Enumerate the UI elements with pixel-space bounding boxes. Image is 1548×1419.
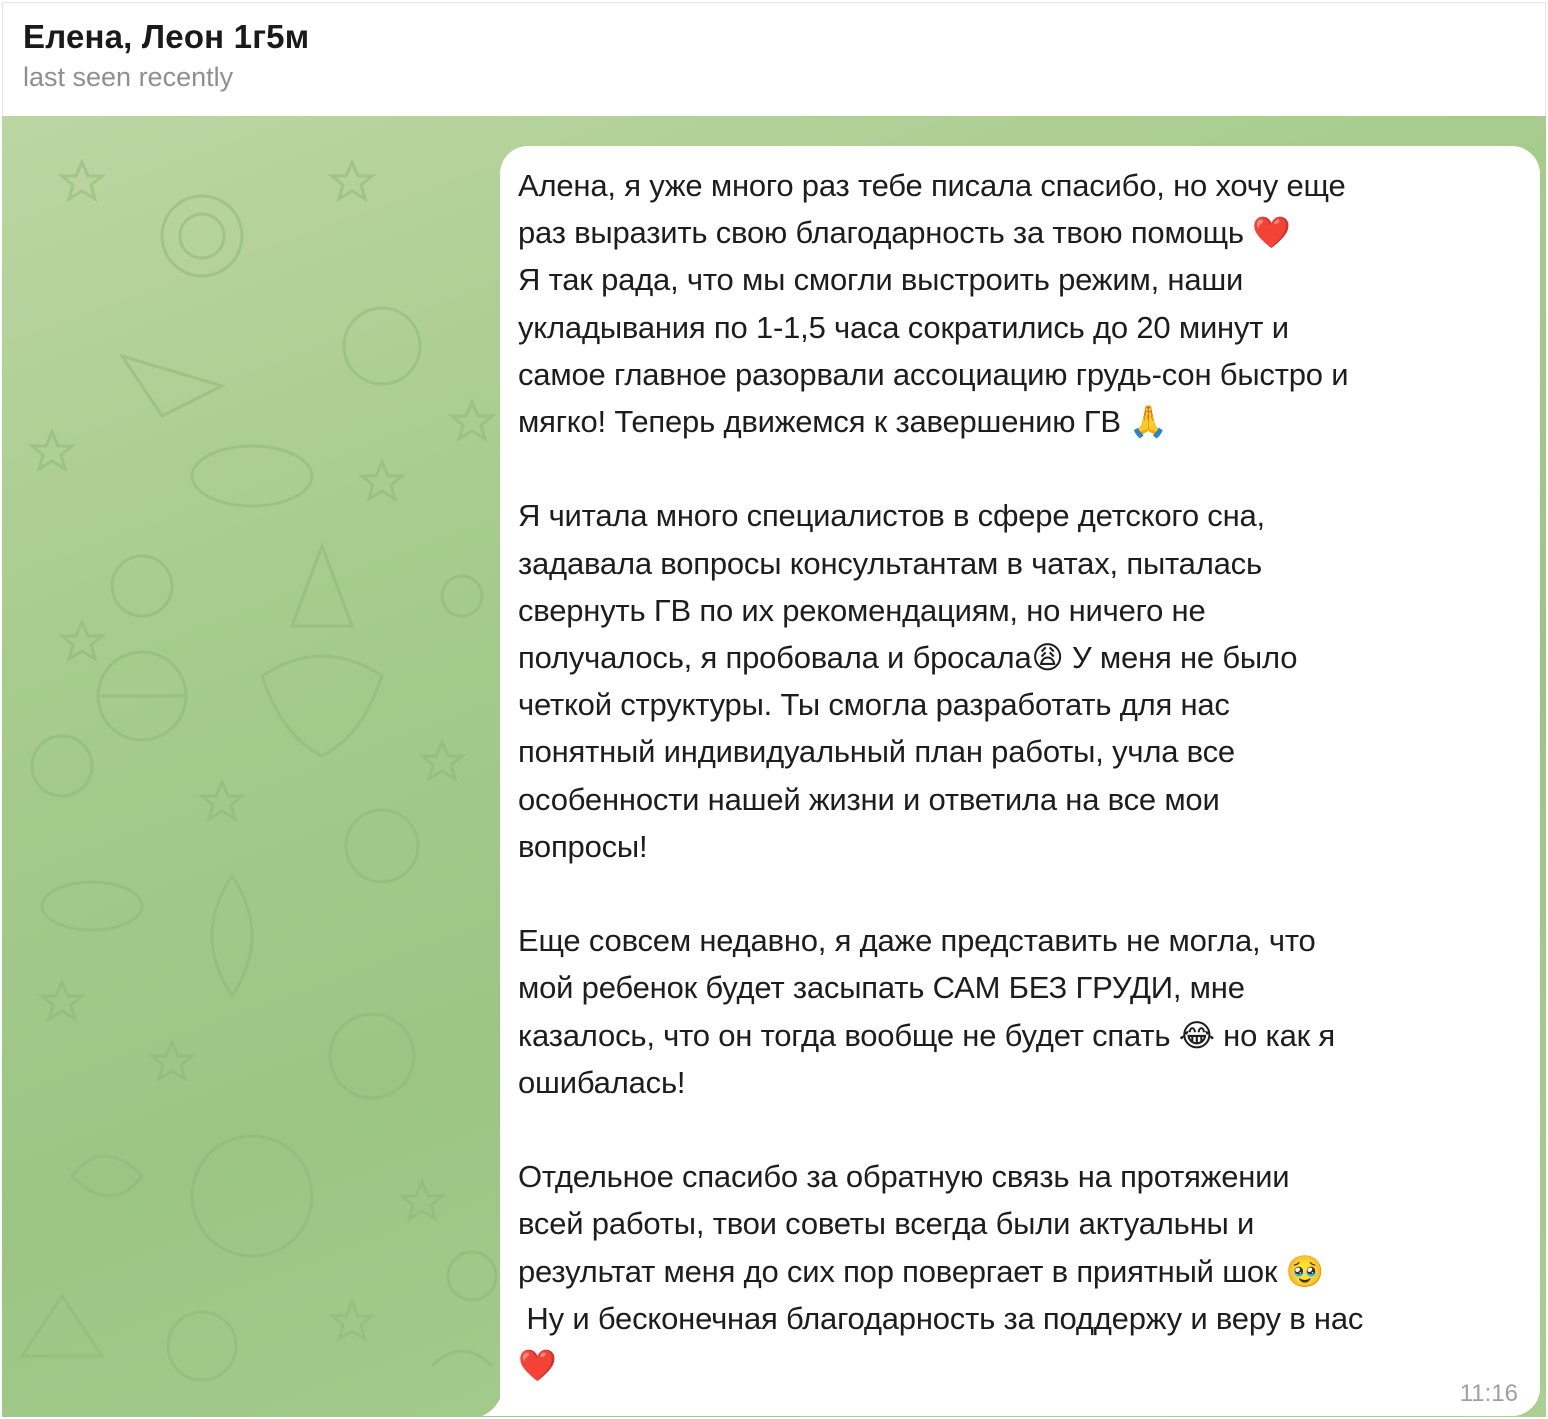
- chat-area[interactable]: [2, 116, 1546, 1417]
- message-text: Алена, я уже много раз тебе писала спасибо, но хочу еще раз выразить свою благодарность за твою помощь ❤️ Я так рада, что мы смогли выстроить режим, наши укладывания по 1-1,5 часа сократились до 20 минут и самое главное разорвали ассоциацию грудь-сон быстро и мягко! Теперь движемся к завершению ГВ 🙏 Я читала много специалистов в сфере детского сна, задавала вопросы консультантам в чатах, пыталась свернуть ГВ по их рекомендациям, но ничего не получалось, я пробовала и бросала😩 У меня не было четкой структуры. Ты смогла разработать для нас понятный индивидуальный план работы, учла все особенности нашей жизни и ответила на все мои вопросы! Еще совсем недавно, я даже представить не могла, что мой ребенок будет засыпать САМ БЕЗ ГРУДИ, мне казалось, что он тогда вообще не будет спать 😂 но как я ошибалась! Отдельное спасибо за обратную связь на протяжении всей работы, твои советы всегда были актуальны и результат меня до сих пор повергает в приятный шок 🥹 Ну и бесконечная благодарность за поддержу и веру в нас ❤️: [518, 168, 1364, 1384]
- message-time: 11:16: [1459, 1380, 1518, 1407]
- chat-status: last seen recently: [23, 62, 234, 92]
- message-bubble[interactable]: [500, 146, 1540, 1416]
- chat-title[interactable]: Елена, Леон 1г5м: [23, 18, 310, 55]
- chat-header[interactable]: [2, 2, 1546, 116]
